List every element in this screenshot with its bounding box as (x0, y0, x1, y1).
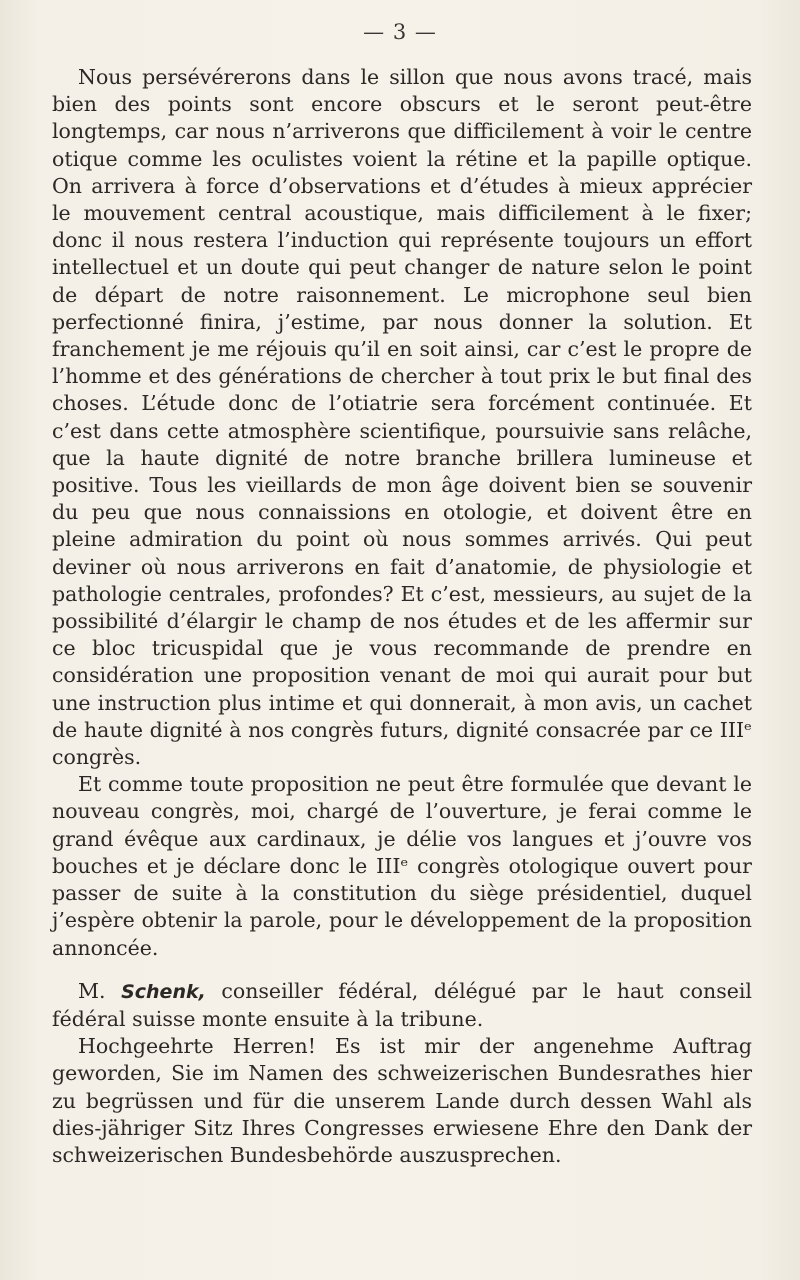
paragraph-speaker-intro (52, 978, 752, 1033)
speaker-name: Schenk, (121, 980, 206, 1003)
body-text (52, 64, 752, 1169)
page-number: — 3 — (363, 20, 437, 44)
speaker-prefix: M. (78, 978, 122, 1003)
paragraph-declaration: Et comme toute proposition ne peut être formulée que devant le nouveau congrès, moi, chargé de l’ouverture, je ferai comme le grand évêque aux cardinaux, je délie vos langues et j’ouvre vos bouches et je déclare donc le IIIᵉ congrès otologique ouvert pour passer de suite à la constitution du siège présidentiel, duquel j’espère obtenir la parole, pour le développement de la proposition annoncée. (52, 772, 752, 960)
paragraph-german-address: Hochgeehrte Herren! Es ist mir der angenehme Auftrag geworden, Sie im Namen des schweizerischen Bundesrathes hier zu begrüssen und für die unserem Lande durch dessen Wahl als dies-jähriger Sitz Ihres Congresses erwiesene Ehre den Dank der schweizerischen Bundesbehörde auszusprechen. (52, 1034, 752, 1167)
speaker-intro-text: conseiller fédéral, délégué par le haut conseil fédéral suisse monte ensuite à la tribune. (52, 978, 752, 1031)
paragraph-opening: Nous persévérerons dans le sillon que nous avons tracé, mais bien des points sont encore obscurs et le seront peut-être longtemps, car nous n’arriverons que difficilement à voir le centre otique comme les oculistes voient la rétine et la papille optique. On arrivera à force d’observations et d’études à mieux apprécier le mouvement central acoustique, mais difficilement à le fixer; donc il nous restera l’induction qui représente toujours un effort intellectuel et un doute qui peut changer de nature selon le point de départ de notre raisonnement. Le microphone seul bien perfectionné finira, j’estime, par nous donner la solution. Et franchement je me réjouis qu’il en soit ainsi, car c’est le propre de l’homme et des générations de chercher à tout prix le but final des choses. L’étude donc de l’otiatrie sera forcément continuée. Et c’est dans cette atmosphère scientifique, poursuivie sans relâche, que la haute dignité de notre branche brillera lumineuse et positive. Tous les vieillards de mon âge doivent bien se souvenir du peu que nous connaissions en otologie, et doivent être en pleine admiration du point où nous sommes arrivés. Qui peut deviner où nous arriverons en fait d’anatomie, de physiologie et pathologie centrales, profondes? Et c’est, messieurs, au sujet de la possibilité d’élargir le champ de nos études et de les affermir sur ce bloc tricuspidal que je vous recommande de prendre en considération une proposition venant de moi qui aurait pour but une instruction plus intime et qui donnerait, à mon avis, un cachet de haute dignité à nos congrès futurs, dignité consacrée par ce IIIᵉ congrès. (52, 65, 752, 770)
